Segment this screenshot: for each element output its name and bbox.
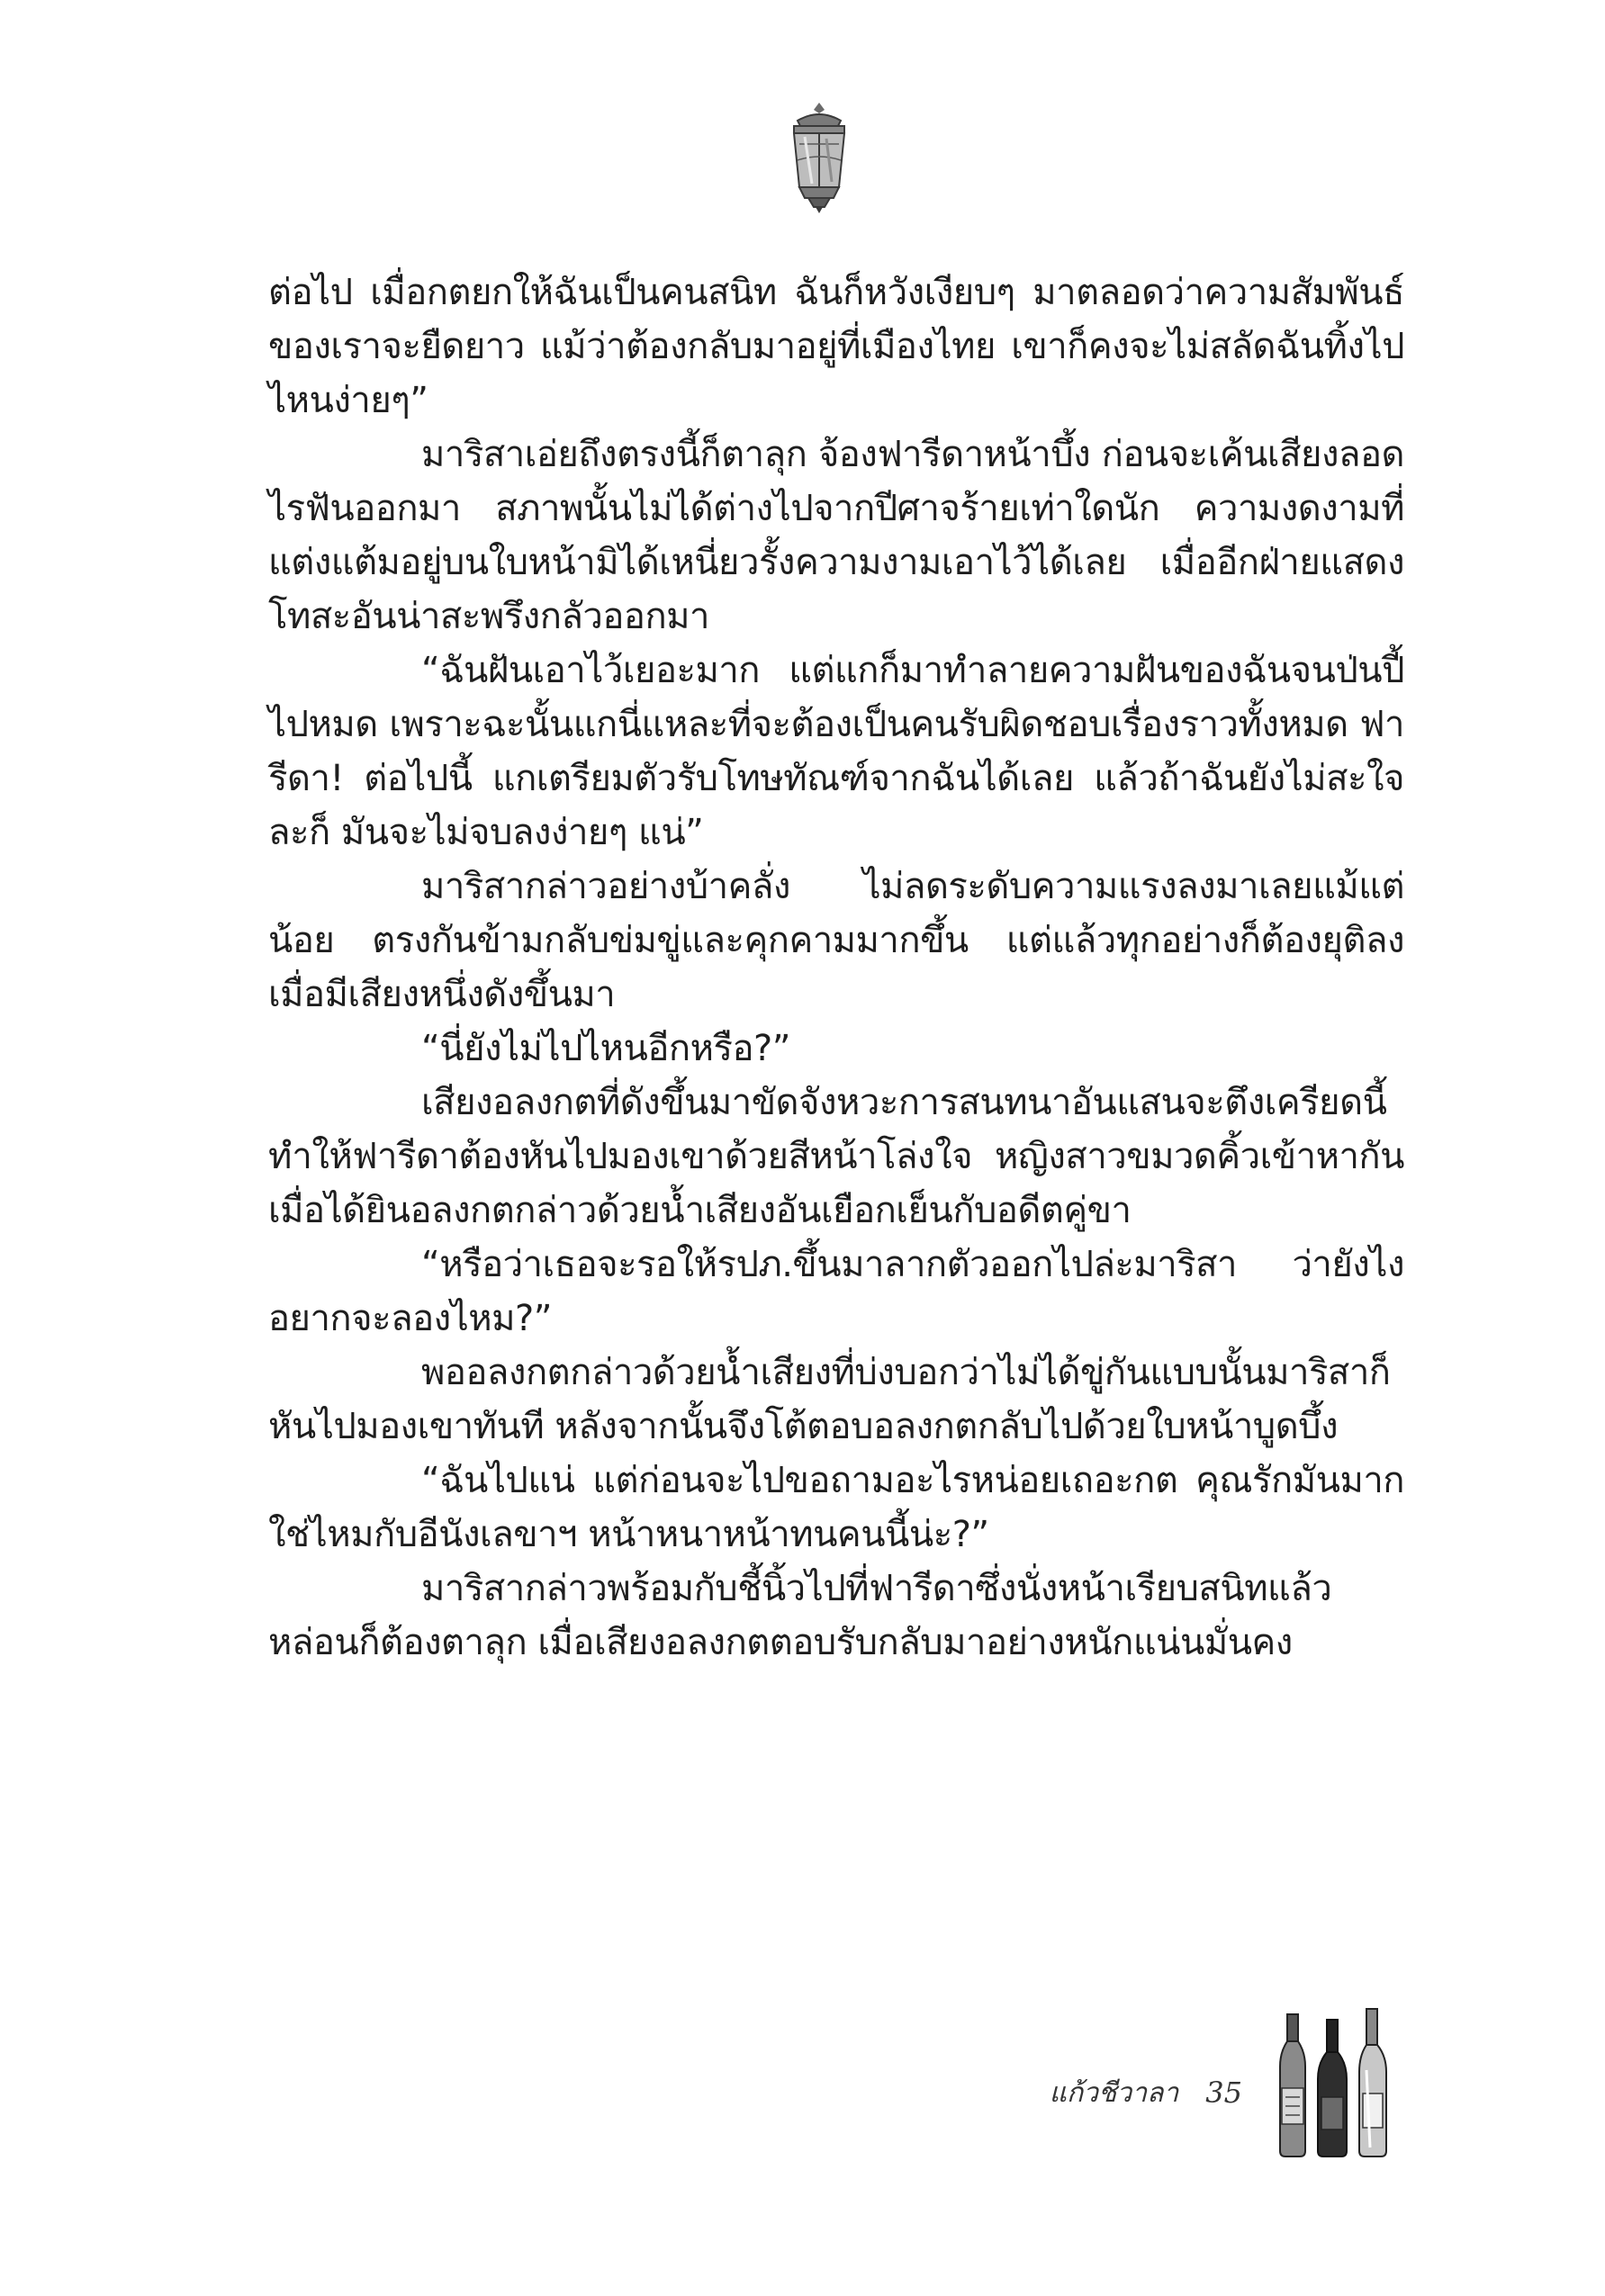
paragraph: มาริสาเอ่ยถึงตรงนี้ก็ตาลุก จ้องฟารีดาหน้าบึ้ง ก่อนจะเค้นเสียงลอดไรฟันออกมา สภาพนั้นไม่ได้ต่างไปจากปีศาจร้ายเท่าใดนัก ความงดงามที่แต่งแต้มอยู่บนใบหน้ามิได้เหนี่ยวรั้งความงามเอาไว้ได้เลย เมื่ออีกฝ่ายแสดงโทสะอันน่าสะพรึงกลัวออกมา: [268, 434, 1404, 637]
page-number: 35: [1205, 2075, 1242, 2110]
paragraph: “หรือว่าเธอจะรอให้รปภ.ขึ้นมาลากตัวออกไปล่ะมาริสา ว่ายังไงอยากจะลองไหม?”: [268, 1244, 1404, 1339]
paragraph: ต่อไป เมื่อกตยกให้ฉันเป็นคนสนิท ฉันก็หวังเงียบๆ มาตลอดว่าความสัมพันธ์ของเราจะยืดยาว แม้ว่าต้องกลับมาอยู่ที่เมืองไทย เขาก็คงจะไม่สลัดฉันทิ้งไปไหนง่ายๆ”: [268, 272, 1404, 421]
body-text: [268, 266, 1404, 1670]
paragraph: “ฉันไปแน่ แต่ก่อนจะไปขอถามอะไรหน่อยเถอะกต คุณรักมันมากใช่ไหมกับอีนังเลขาฯ หน้าหนาหน้าทนคนนี้น่ะ?”: [268, 1460, 1404, 1555]
bottles-icon: [1276, 2007, 1393, 2160]
paragraph: เสียงอลงกตที่ดังขึ้นมาขัดจังหวะการสนทนาอันแสนจะตึงเครียดนี้ทำให้ฟารีดาต้องหันไปมองเขาด้วยสีหน้าโล่งใจ หญิงสาวขมวดคิ้วเข้าหากันเมื่อได้ยินอลงกตกล่าวด้วยน้ำเสียงอันเยือกเย็นกับอดีตคู่ขา: [268, 1082, 1404, 1231]
paragraph: พออลงกตกล่าวด้วยน้ำเสียงที่บ่งบอกว่าไม่ได้ขู่กันแบบนั้นมาริสาก็หันไปมองเขาทันที หลังจากนั้นจึงโต้ตอบอลงกตกลับไปด้วยใบหน้าบูดบึ้ง: [268, 1352, 1391, 1447]
paragraph: “ฉันฝันเอาไว้เยอะมาก แต่แกก็มาทำลายความฝันของฉันจนป่นปี้ไปหมด เพราะฉะนั้นแกนี่แหละที่จะต้องเป็นคนรับผิดชอบเรื่องราวทั้งหมด ฟารีดา! ต่อไปนี้ แกเตรียมตัวรับโทษทัณฑ์จากฉันได้เลย แล้วถ้าฉันยังไม่สะใจละก็ มันจะไม่จบลงง่ายๆ แน่”: [268, 650, 1404, 853]
page-footer: [972, 2066, 1242, 2120]
paragraph: มาริสากล่าวอย่างบ้าคลั่ง ไม่ลดระดับความแรงลงมาเลยแม้แต่น้อย ตรงกันข้ามกลับข่มขู่และคุกคามมากขึ้น แต่แล้วทุกอย่างก็ต้องยุติลงเมื่อมีเสียงหนึ่งดังขึ้นมา: [268, 866, 1404, 1015]
lantern-icon: [785, 101, 853, 214]
paragraph: “นี่ยังไม่ไปไหนอีกหรือ?”: [421, 1028, 790, 1069]
book-title: แก้วชีวาลา: [1049, 2076, 1179, 2109]
paragraph: มาริสากล่าวพร้อมกับชี้นิ้วไปที่ฟารีดาซึ่งนั่งหน้าเรียบสนิทแล้วหล่อนก็ต้องตาลุก เมื่อเสียงอลงกตตอบรับกลับมาอย่างหนักแน่นมั่นคง: [268, 1568, 1332, 1663]
